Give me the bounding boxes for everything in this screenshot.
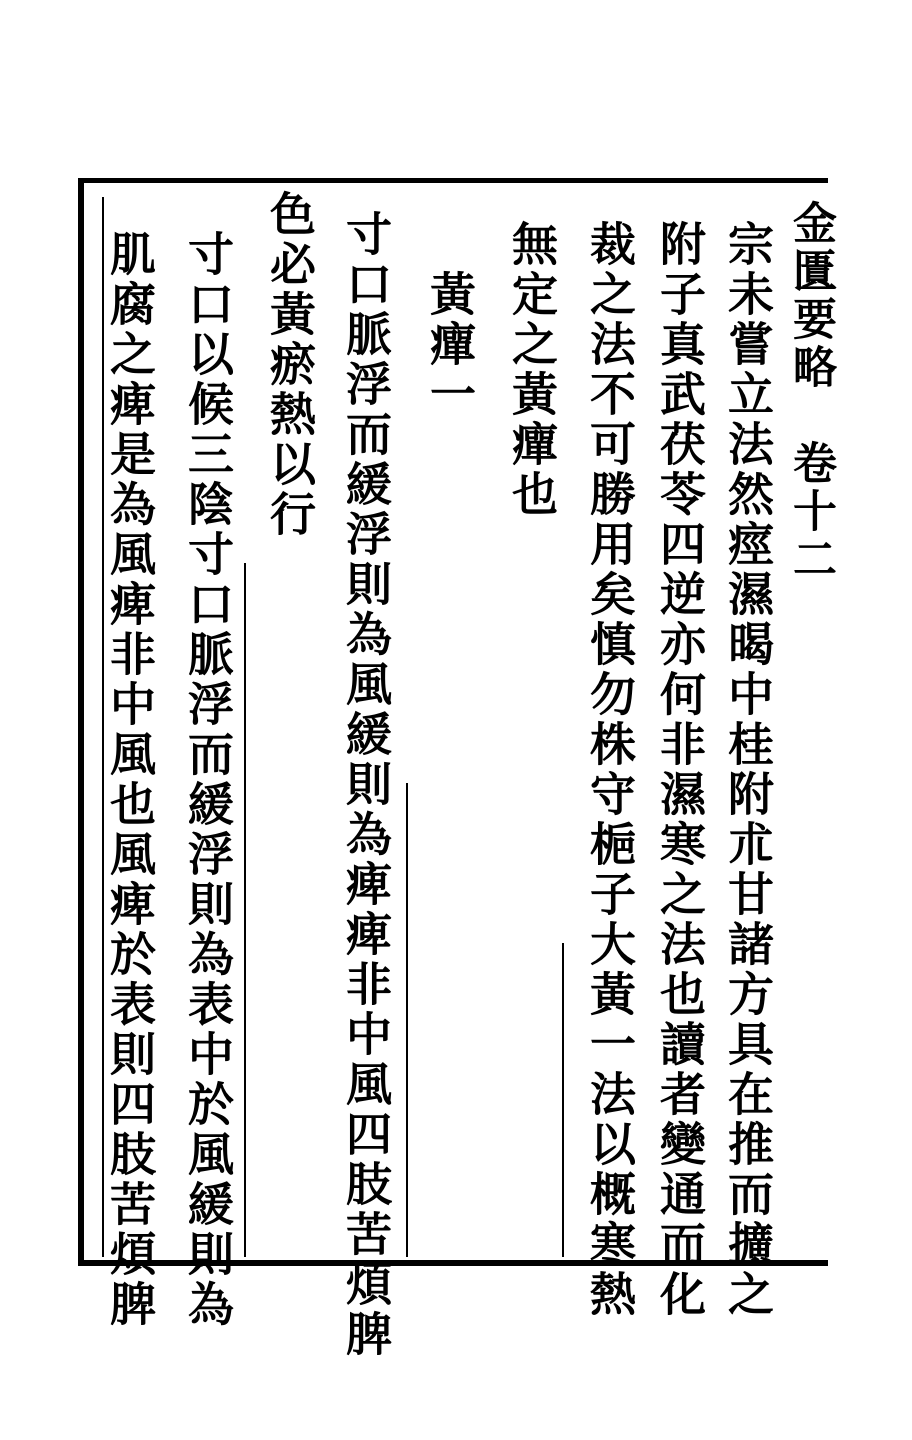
column-rule — [244, 563, 246, 1257]
text-column-8: 寸口以候三陰寸口脈浮而緩浮則為表中於風緩則為 — [181, 230, 235, 1330]
text-column-2: 附子真武茯苓四逆亦何非濕寒之法也讀者變通而化 — [653, 220, 707, 1320]
column-rule — [562, 943, 564, 1257]
text-column-1: 宗未嘗立法然痙濕暍中桂附朮甘諸方具在推而擴之 — [721, 220, 775, 1320]
text-column-7: 色必黃瘀熱以行 — [263, 190, 317, 540]
text-column-6: 寸口脈浮而緩浮則為風緩則為痺痺非中風四肢苦煩脾 — [339, 210, 393, 1360]
section-heading: 黃癉一 — [423, 270, 477, 420]
text-column-9: 肌腐之痺是為風痺非中風也風痺於表則四肢苦煩脾 — [103, 230, 157, 1330]
running-header: 金匱要略 卷十二 — [785, 200, 836, 584]
column-rule — [406, 783, 408, 1257]
text-column-4: 無定之黃癉也 — [505, 220, 559, 520]
text-column-3: 裁之法不可勝用矣慎勿株守梔子大黃一法以概寒熱 — [583, 220, 637, 1320]
